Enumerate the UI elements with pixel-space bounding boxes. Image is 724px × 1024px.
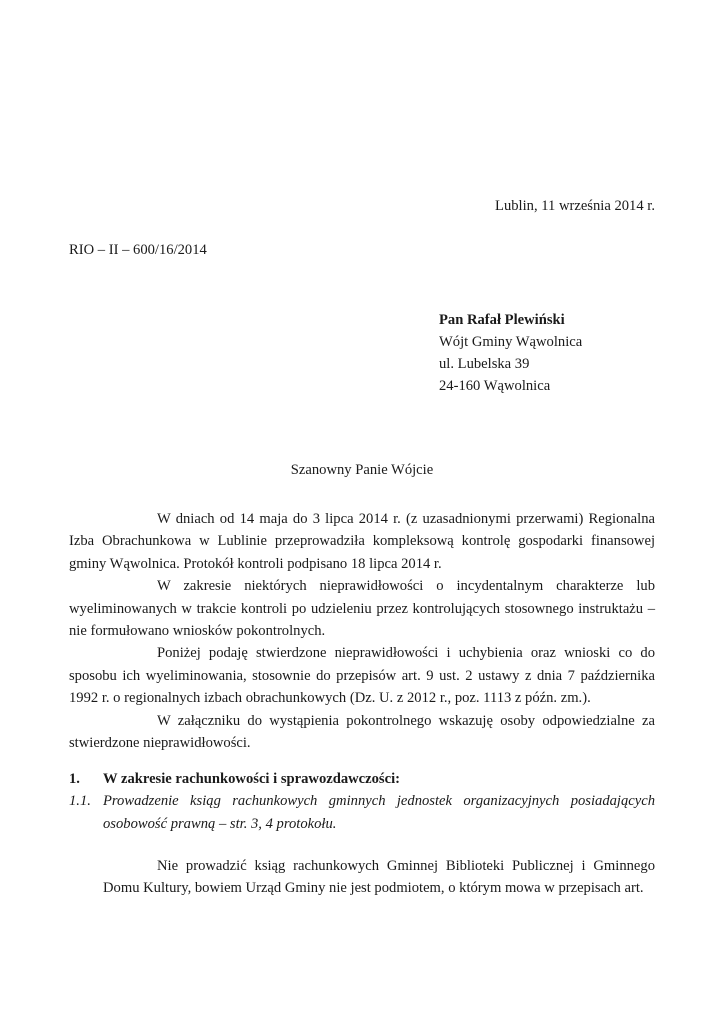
section-number: 1.	[69, 771, 80, 787]
letter-date: Lublin, 11 września 2014 r.	[495, 198, 655, 214]
subsection-number: 1.1.	[69, 793, 91, 810]
section-1	[69, 768, 655, 835]
section-title: W zakresie rachunkowości i sprawozdawczości:	[103, 771, 400, 787]
body-paragraph: W dniach od 14 maja do 3 lipca 2014 r. (z uzasadnionymi przerwami) Regionalna Izba Obrachunkowa w Lublinie przeprowadziła kompleksową kontrolę gospodarki finansowej gminy Wąwolnica. Protokół kontroli podpisano 18 lipca 2014 r.	[69, 511, 655, 572]
subsection-title: Prowadzenie ksiąg rachunkowych gminnych jednostek organizacyjnych posiadających osobowość prawną – str. 3, 4 protokołu.	[103, 793, 655, 832]
body-paragraph: W załączniku do wystąpienia pokontrolnego wskazuję osoby odpowiedzialne za stwierdzone nieprawidłowości.	[69, 712, 655, 752]
addressee-block	[439, 309, 582, 397]
addressee-position: Wójt Gminy Wąwolnica	[439, 334, 583, 350]
section-heading	[69, 768, 655, 790]
subsection-heading	[69, 790, 655, 835]
body-paragraph: W zakresie niektórych nieprawidłowości o incydentalnym charakterze lub wyeliminowanych w trakcie kontroli po udzieleniu przez kontrolujących stosownego instruktażu – nie formułowano wniosków pokontrolnych.	[69, 578, 655, 640]
addressee-city: 24-160 Wąwolnica	[439, 378, 551, 394]
salutation: Szanowny Panie Wójcie	[290, 462, 434, 478]
body-paragraph: Poniżej podaję stwierdzone nieprawidłowości i uchybienia oraz wnioski co do sposobu ich wyeliminowania, stosownie do przepisów art. 9 ust. 2 ustawy z dnia 7 października 1992 r. o regionalnych izbach obrachunkowych (Dz. U. z 2012 r., poz. 1113 z późn. zm.).	[69, 645, 655, 707]
section-paragraph: Nie prowadzić ksiąg rachunkowych Gminnej Biblioteki Publicznej i Gminnego Domu Kultury, bowiem Urząd Gminy nie jest podmiotem, o którym mowa w przepisach art.	[103, 858, 655, 897]
reference-number: RIO – II – 600/16/2014	[69, 242, 207, 258]
addressee-street: ul. Lubelska 39	[439, 356, 530, 372]
addressee-name: Pan Rafał Plewiński	[439, 312, 565, 328]
letter-body	[69, 508, 655, 754]
